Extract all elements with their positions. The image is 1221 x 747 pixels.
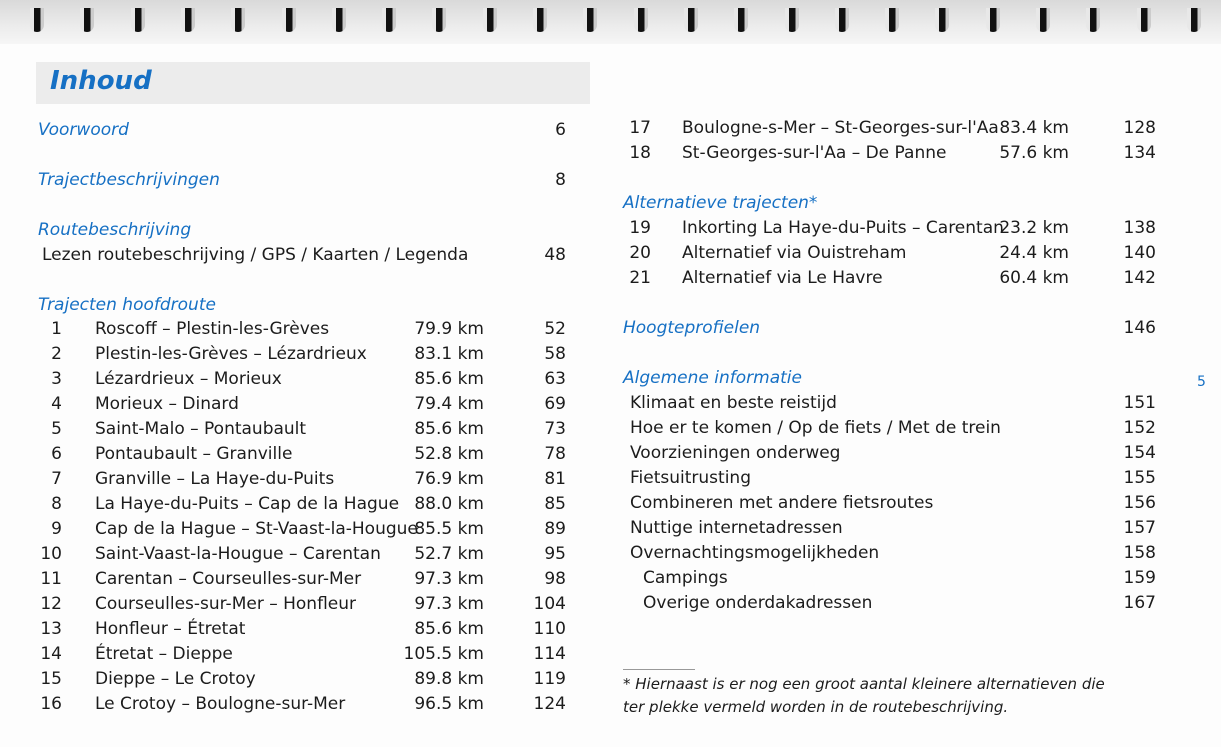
route-distance: 52.7 km xyxy=(414,544,484,564)
page-ref: 52 xyxy=(544,319,566,339)
route-name[interactable]: Courseulles-sur-Mer – Honfleur xyxy=(95,594,357,614)
spiral-binding xyxy=(0,0,1221,44)
route-name[interactable]: Granville – La Haye-du-Puits xyxy=(95,469,335,489)
toc-item[interactable]: Lezen routebeschrijving / GPS / Kaarten / Legenda xyxy=(42,245,469,265)
route-name[interactable]: Plestin-les-Grèves – Lézardrieux xyxy=(95,344,367,364)
binding-loop xyxy=(80,8,94,32)
route-name[interactable]: Alternatief via Ouistreham xyxy=(682,243,907,263)
page-ref: 58 xyxy=(544,344,566,364)
route-number: 3 xyxy=(51,369,62,389)
route-distance: 97.3 km xyxy=(414,594,484,614)
route-name[interactable]: Pontaubault – Granville xyxy=(95,444,293,464)
page-ref: 167 xyxy=(1123,593,1156,613)
route-number: 6 xyxy=(51,444,62,464)
route-number: 9 xyxy=(51,519,62,539)
route-distance: 85.6 km xyxy=(414,369,484,389)
route-distance: 105.5 km xyxy=(403,644,484,664)
route-distance: 76.9 km xyxy=(414,469,484,489)
route-number: 8 xyxy=(51,494,62,514)
route-distance: 85.6 km xyxy=(414,619,484,639)
page-ref: 146 xyxy=(1123,318,1156,338)
route-name[interactable]: Carentan – Courseulles-sur-Mer xyxy=(95,569,362,589)
route-number: 17 xyxy=(629,118,651,138)
binding-loop xyxy=(1086,8,1100,32)
toc-item[interactable]: Nuttige internetadressen xyxy=(630,518,843,538)
route-number: 20 xyxy=(629,243,651,263)
section-hoofdroute: Trajecten hoofdroute xyxy=(38,295,216,315)
binding-loop xyxy=(785,8,799,32)
route-name[interactable]: Saint-Malo – Pontaubault xyxy=(95,419,307,439)
footnote-line: * Hiernaast is er nog een groot aantal kleinere alternatieven die xyxy=(623,675,1105,693)
binding-loop xyxy=(30,8,44,32)
route-name[interactable]: Le Crotoy – Boulogne-sur-Mer xyxy=(95,694,346,714)
page-ref: 151 xyxy=(1123,393,1156,413)
route-name[interactable]: Inkorting La Haye-du-Puits – Carentan xyxy=(682,218,1004,238)
section-hoogteprofielen[interactable]: Hoogteprofielen xyxy=(623,318,761,338)
route-distance: 60.4 km xyxy=(999,268,1069,288)
route-number: 10 xyxy=(40,544,62,564)
footnote xyxy=(623,673,1143,719)
route-number: 18 xyxy=(629,143,651,163)
binding-loop xyxy=(986,8,1000,32)
page-ref: 134 xyxy=(1123,143,1156,163)
page-ref: 140 xyxy=(1123,243,1156,263)
route-number: 1 xyxy=(51,319,62,339)
route-distance: 96.5 km xyxy=(414,694,484,714)
route-number: 21 xyxy=(629,268,651,288)
binding-loop xyxy=(231,8,245,32)
section-routebeschrijving[interactable]: Routebeschrijving xyxy=(38,220,192,240)
binding-loop xyxy=(432,8,446,32)
section-voorwoord[interactable]: Voorwoord xyxy=(38,120,129,140)
route-name[interactable]: Saint-Vaast-la-Hougue – Carentan xyxy=(95,544,381,564)
page-ref: 156 xyxy=(1123,493,1156,513)
binding-loop xyxy=(332,8,346,32)
binding-loop xyxy=(181,8,195,32)
route-name[interactable]: Dieppe – Le Crotoy xyxy=(95,669,256,689)
page-ref: 155 xyxy=(1123,468,1156,488)
route-number: 2 xyxy=(51,344,62,364)
route-distance: 23.2 km xyxy=(999,218,1069,238)
binding-loop xyxy=(885,8,899,32)
page-ref: 6 xyxy=(555,120,566,140)
route-number: 14 xyxy=(40,644,62,664)
binding-loop xyxy=(1036,8,1050,32)
binding-loop xyxy=(935,8,949,32)
binding-loop xyxy=(483,8,497,32)
binding-loop xyxy=(1187,8,1201,32)
page-ref: 159 xyxy=(1123,568,1156,588)
page-ref: 73 xyxy=(544,419,566,439)
route-name[interactable]: Roscoff – Plestin-les-Grèves xyxy=(95,319,330,339)
route-name[interactable]: Lézardrieux – Morieux xyxy=(95,369,282,389)
section-alternatieve: Alternatieve trajecten* xyxy=(623,193,818,213)
page-title: Inhoud xyxy=(50,66,152,96)
binding-loop xyxy=(131,8,145,32)
page-ref: 85 xyxy=(544,494,566,514)
page-ref: 114 xyxy=(533,644,566,664)
page-ref: 78 xyxy=(544,444,566,464)
toc-item[interactable]: Overnachtingsmogelijkheden xyxy=(630,543,880,563)
section-trajectbeschrijvingen[interactable]: Trajectbeschrijvingen xyxy=(38,170,220,190)
toc-item[interactable]: Combineren met andere fietsroutes xyxy=(630,493,934,513)
route-distance: 97.3 km xyxy=(414,569,484,589)
route-distance: 57.6 km xyxy=(999,143,1069,163)
toc-item[interactable]: Campings xyxy=(643,568,728,588)
page-ref: 128 xyxy=(1123,118,1156,138)
page-ref: 138 xyxy=(1123,218,1156,238)
section-algemene: Algemene informatie xyxy=(623,368,802,388)
page-ref: 119 xyxy=(533,669,566,689)
route-name[interactable]: Alternatief via Le Havre xyxy=(682,268,883,288)
page-ref: 154 xyxy=(1123,443,1156,463)
page-ref: 81 xyxy=(544,469,566,489)
page-ref: 63 xyxy=(544,369,566,389)
binding-loop xyxy=(533,8,547,32)
binding-loop xyxy=(684,8,698,32)
route-distance: 85.5 km xyxy=(414,519,484,539)
binding-loop xyxy=(734,8,748,32)
route-name[interactable]: Morieux – Dinard xyxy=(95,394,239,414)
route-distance: 83.4 km xyxy=(999,118,1069,138)
footnote-line: ter plekke vermeld worden in de routebeschrijving. xyxy=(623,698,1009,716)
binding-loop xyxy=(634,8,648,32)
page-ref: 8 xyxy=(555,170,566,190)
binding-loop xyxy=(583,8,597,32)
page-ref: 152 xyxy=(1123,418,1156,438)
page-number: 5 xyxy=(1197,374,1206,390)
route-number: 16 xyxy=(40,694,62,714)
route-distance: 24.4 km xyxy=(999,243,1069,263)
route-name[interactable]: Boulogne-s-Mer – St-Georges-sur-l'Aa xyxy=(682,118,999,138)
route-distance: 79.4 km xyxy=(414,394,484,414)
route-name[interactable]: Cap de la Hague – St-Vaast-la-Hougue xyxy=(95,519,418,539)
route-number: 5 xyxy=(51,419,62,439)
route-number: 13 xyxy=(40,619,62,639)
toc-item[interactable]: Hoe er te komen / Op de fiets / Met de trein xyxy=(630,418,1001,438)
page-ref: 48 xyxy=(544,245,566,265)
page-ref: 110 xyxy=(533,619,566,639)
route-distance: 89.8 km xyxy=(414,669,484,689)
toc-item[interactable]: Overige onderdakadressen xyxy=(643,593,873,613)
page-ref: 95 xyxy=(544,544,566,564)
route-number: 19 xyxy=(629,218,651,238)
page-ref: 89 xyxy=(544,519,566,539)
route-number: 4 xyxy=(51,394,62,414)
page-ref: 158 xyxy=(1123,543,1156,563)
route-number: 11 xyxy=(40,569,62,589)
page-ref: 157 xyxy=(1123,518,1156,538)
binding-loop xyxy=(382,8,396,32)
page-ref: 98 xyxy=(544,569,566,589)
page-ref: 69 xyxy=(544,394,566,414)
page-ref: 104 xyxy=(533,594,566,614)
route-distance: 52.8 km xyxy=(414,444,484,464)
route-distance: 83.1 km xyxy=(414,344,484,364)
page-ref: 124 xyxy=(533,694,566,714)
toc-item[interactable]: Fietsuitrusting xyxy=(630,468,751,488)
toc-item[interactable]: Voorzieningen onderweg xyxy=(630,443,841,463)
route-distance: 79.9 km xyxy=(414,319,484,339)
route-name[interactable]: St-Georges-sur-l'Aa – De Panne xyxy=(682,143,947,163)
footnote-divider xyxy=(623,669,695,670)
route-name[interactable]: Étretat – Dieppe xyxy=(95,644,233,664)
route-name[interactable]: Honfleur – Étretat xyxy=(95,619,246,639)
route-number: 7 xyxy=(51,469,62,489)
page-ref: 142 xyxy=(1123,268,1156,288)
binding-loop xyxy=(835,8,849,32)
route-name[interactable]: La Haye-du-Puits – Cap de la Hague xyxy=(95,494,400,514)
route-distance: 88.0 km xyxy=(414,494,484,514)
binding-loop xyxy=(1137,8,1151,32)
binding-loop xyxy=(282,8,296,32)
route-number: 12 xyxy=(40,594,62,614)
toc-item[interactable]: Klimaat en beste reistijd xyxy=(630,393,837,413)
route-number: 15 xyxy=(40,669,62,689)
route-distance: 85.6 km xyxy=(414,419,484,439)
